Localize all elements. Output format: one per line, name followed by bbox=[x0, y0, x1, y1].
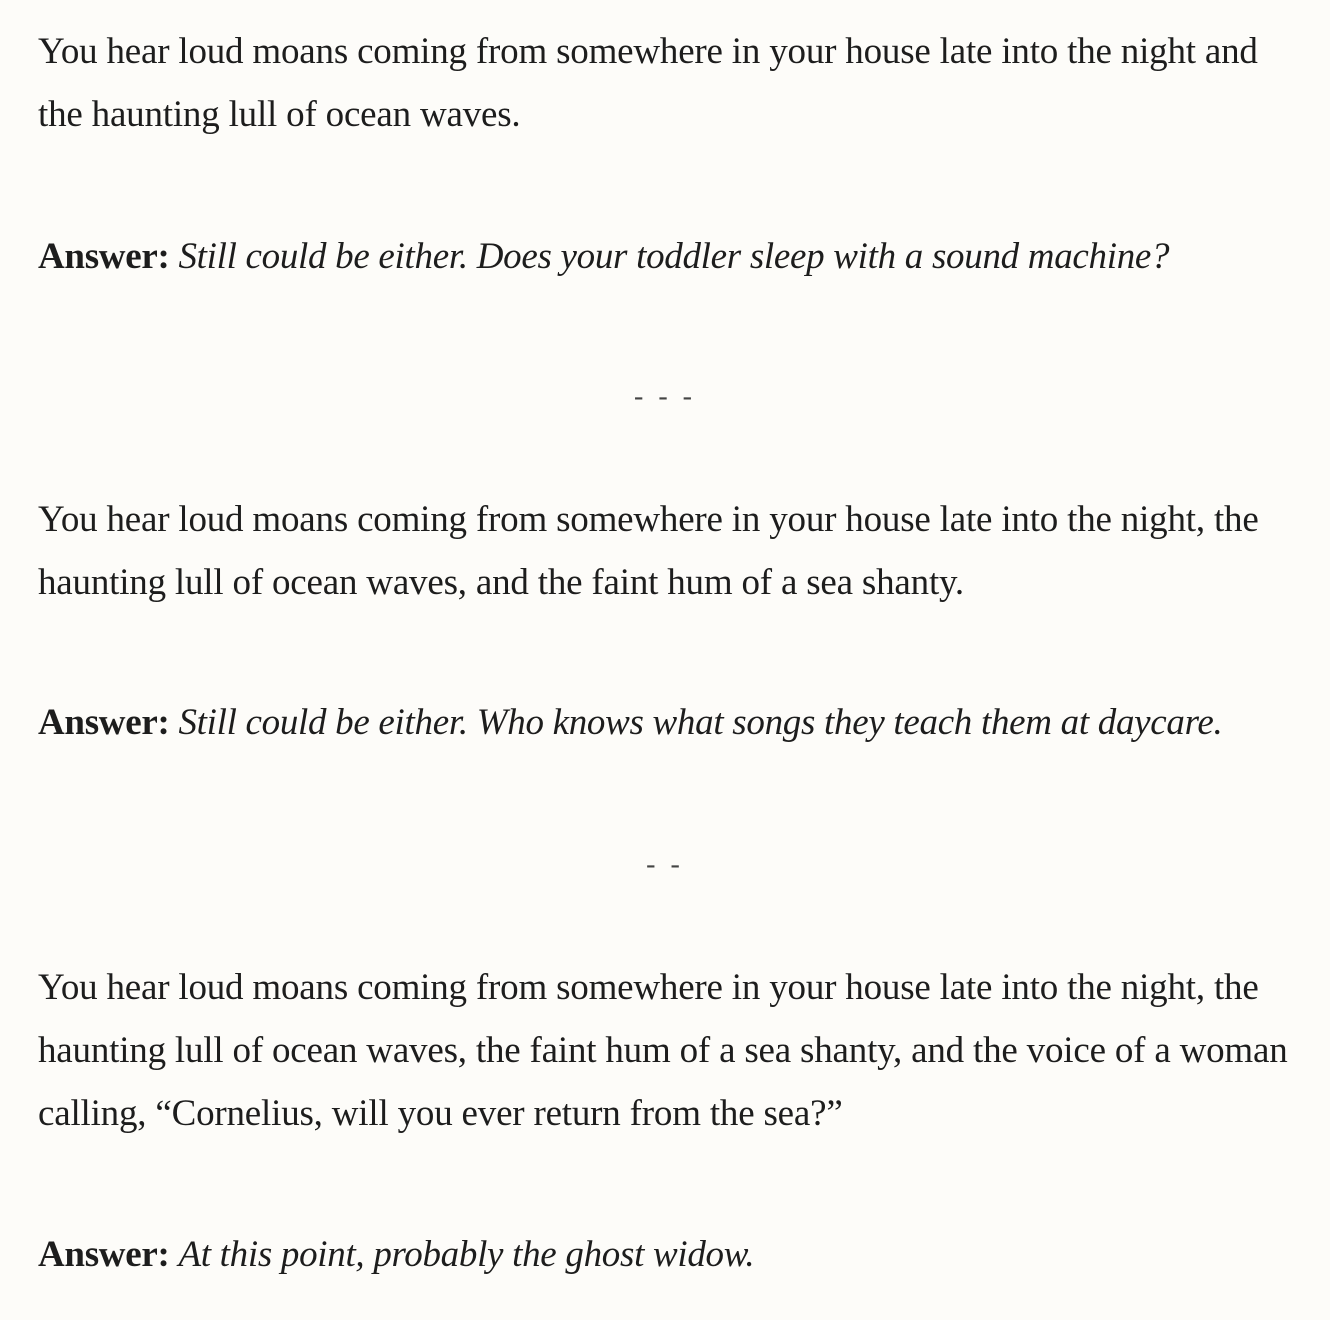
answer-3 bbox=[38, 1230, 1318, 1280]
paragraph-2: You hear loud moans coming from somewhere in your house late into the night, the haunting lull of ocean waves, and the faint hum of a sea shanty. bbox=[38, 499, 1259, 603]
section-divider: - - - bbox=[634, 381, 696, 412]
answer-text: At this point, probably the ghost widow. bbox=[178, 1234, 755, 1275]
section-divider: - - bbox=[646, 849, 684, 880]
paragraph-1: You hear loud moans coming from somewhere in your house late into the night and the haunting lull of ocean waves. bbox=[38, 31, 1258, 135]
paragraph-3: You hear loud moans coming from somewhere in your house late into the night, the haunting lull of ocean waves, the faint hum of a sea shanty, and the voice of a woman calling, “Cornelius, will you ever return from the sea?” bbox=[38, 967, 1288, 1134]
answer-1 bbox=[38, 232, 1318, 282]
answer-label: Answer: bbox=[38, 1234, 170, 1275]
answer-text: Still could be either. Who knows what songs they teach them at daycare. bbox=[178, 702, 1223, 743]
answer-text: Still could be either. Does your toddler sleep with a sound machine? bbox=[178, 236, 1170, 277]
answer-label: Answer: bbox=[38, 702, 170, 743]
answer-2 bbox=[38, 698, 1318, 748]
answer-label: Answer: bbox=[38, 236, 170, 277]
